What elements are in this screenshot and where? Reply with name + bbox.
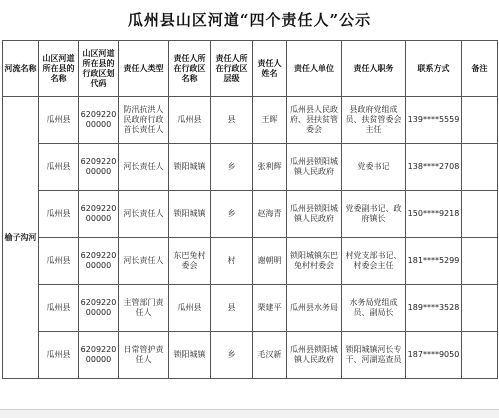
cell-position: 党委书记 <box>342 144 406 191</box>
cell-remarks <box>462 285 498 332</box>
cell-name: 王晖 <box>253 97 287 144</box>
cell-code: 620922000000 <box>79 144 119 191</box>
cell-region: 瓜州县 <box>169 97 211 144</box>
table-row <box>3 191 498 238</box>
table-row <box>3 238 498 285</box>
header-person-name: 责任人姓名 <box>253 41 287 97</box>
cell-name: 张利辉 <box>253 144 287 191</box>
cell-region: 锁阳城镇 <box>169 191 211 238</box>
cell-code: 620922000000 <box>79 97 119 144</box>
cell-level: 乡 <box>211 191 253 238</box>
cell-unit: 锁阳城镇东巴兔村村委会 <box>287 238 342 285</box>
header-person-type: 责任人类型 <box>119 41 169 97</box>
header-region-level: 责任人所在行政区层级 <box>211 41 253 97</box>
cell-level: 县 <box>211 285 253 332</box>
responsibility-table <box>2 40 498 379</box>
cell-county: 瓜州县 <box>39 97 79 144</box>
cell-contact: 187****9050 <box>406 332 462 379</box>
cell-remarks <box>462 332 498 379</box>
header-river-name: 河流名称 <box>3 41 39 97</box>
cell-remarks <box>462 97 498 144</box>
cell-unit: 瓜州县锁阳城镇人民政府 <box>287 144 342 191</box>
cell-remarks <box>462 191 498 238</box>
cell-type: 防汛抗洪人民政府行政首长责任人 <box>119 97 169 144</box>
cell-contact: 181****5299 <box>406 238 462 285</box>
cell-unit: 瓜州县锁阳城镇人民政府 <box>287 191 342 238</box>
cell-contact: 139****5559 <box>406 97 462 144</box>
cell-county: 瓜州县 <box>39 238 79 285</box>
cell-region: 锁阳城镇 <box>169 144 211 191</box>
cell-type: 河长责任人 <box>119 144 169 191</box>
cell-unit: 瓜州县人民政府、县扶贫管委会 <box>287 97 342 144</box>
cell-level: 乡 <box>211 144 253 191</box>
cell-contact: 150****9218 <box>406 191 462 238</box>
header-person-position: 责任人职务 <box>342 41 406 97</box>
header-remarks: 备注 <box>462 41 498 97</box>
cell-level: 村 <box>211 238 253 285</box>
cell-county: 瓜州县 <box>39 191 79 238</box>
cell-unit: 瓜州县锁阳城镇人民政府 <box>287 332 342 379</box>
cell-remarks <box>462 144 498 191</box>
cell-type: 河长责任人 <box>119 238 169 285</box>
table-row <box>3 285 498 332</box>
header-row <box>3 41 498 97</box>
cell-code: 620922000000 <box>79 332 119 379</box>
cell-remarks <box>462 238 498 285</box>
cell-name: 毛汉新 <box>253 332 287 379</box>
cell-name: 栗建平 <box>253 285 287 332</box>
table-row <box>3 144 498 191</box>
cell-type: 日常管护责任人 <box>119 332 169 379</box>
cell-county: 瓜州县 <box>39 144 79 191</box>
header-county-code: 山区河道所在县的行政区划代码 <box>79 41 119 97</box>
cell-contact: 138****2708 <box>406 144 462 191</box>
cell-name: 谢朝明 <box>253 238 287 285</box>
cell-name: 赵海青 <box>253 191 287 238</box>
cell-level: 乡 <box>211 332 253 379</box>
cell-code: 620922000000 <box>79 238 119 285</box>
cell-type: 河长责任人 <box>119 191 169 238</box>
cell-position: 党委副书记、政府镇长 <box>342 191 406 238</box>
table-row <box>3 332 498 379</box>
cell-region: 锁阳城镇 <box>169 332 211 379</box>
header-contact: 联系方式 <box>406 41 462 97</box>
cell-county: 瓜州县 <box>39 285 79 332</box>
cell-position: 锁阳城镇河长专干、河湖巡查员 <box>342 332 406 379</box>
header-region-name: 责任人所在行政区名称 <box>169 41 211 97</box>
table-row <box>3 97 498 144</box>
cell-contact: 189****3528 <box>406 285 462 332</box>
cell-county: 瓜州县 <box>39 332 79 379</box>
cell-position: 村党支部书记、村委会主任 <box>342 238 406 285</box>
cell-region: 东巴兔村委会 <box>169 238 211 285</box>
river-name-cell: 榆子沟河 <box>3 97 39 379</box>
cell-code: 620922000000 <box>79 191 119 238</box>
header-person-unit: 责任人单位 <box>287 41 342 97</box>
cell-level: 县 <box>211 97 253 144</box>
cell-unit: 瓜州县水务局 <box>287 285 342 332</box>
cell-position: 县政府党组成员、扶贫管委会主任 <box>342 97 406 144</box>
cell-position: 水务局党组成员、副局长 <box>342 285 406 332</box>
page-title: 瓜州县山区河道“四个责任人”公示 <box>127 11 372 29</box>
header-county-name: 山区河道所在县的名称 <box>39 41 79 97</box>
cell-type: 主管部门责任人 <box>119 285 169 332</box>
cell-region: 瓜州县 <box>169 285 211 332</box>
cell-code: 620922000000 <box>79 285 119 332</box>
